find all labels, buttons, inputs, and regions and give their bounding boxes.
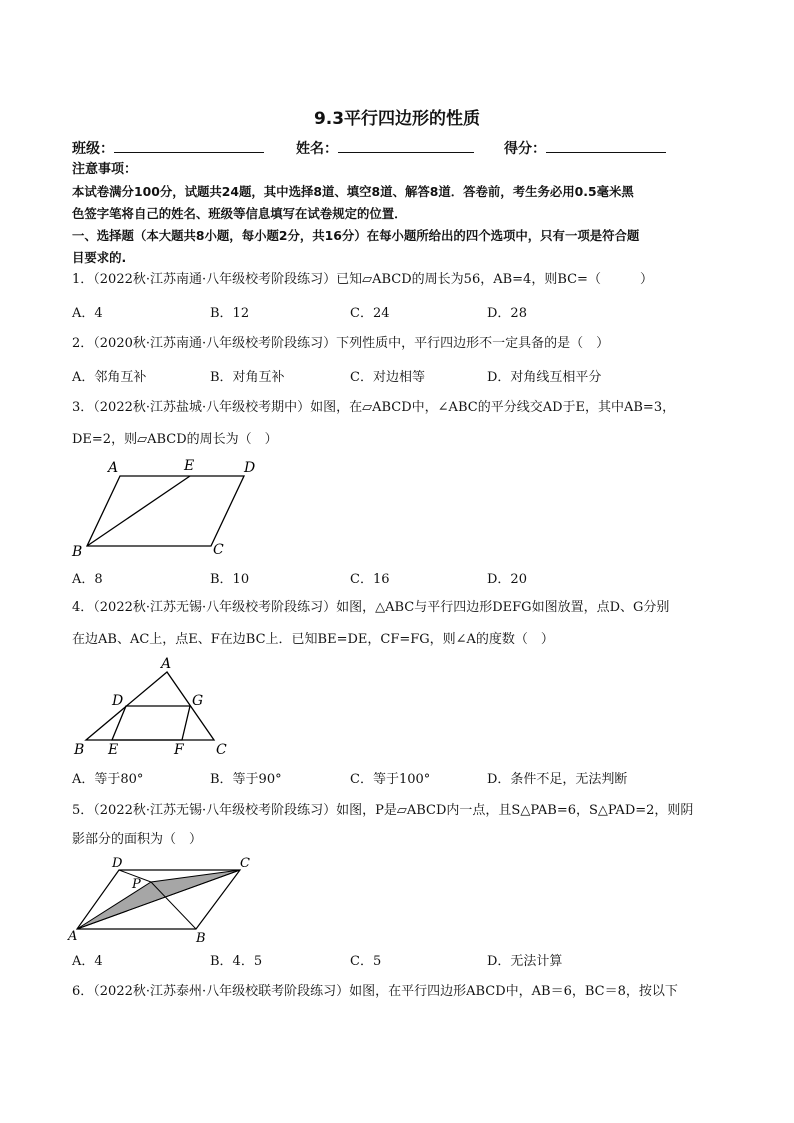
label-a: A [108,460,119,476]
name-label: 姓名： [296,141,338,157]
question-2-option-d[interactable]: D．对角线互相平分 [487,370,602,385]
question-4-option-a[interactable]: A．等于80° [72,772,144,787]
question-3-text-line-1: 3．（2022秋·江苏盐城·八年级校考期中）如图，在▱ABCD中，∠ABC的平分线交AD于E，其中AB=3， [72,400,676,415]
question-3-text-line-2: DE=2，则▱ABCD的周长为（ ） [72,432,278,447]
question-2-text: 2．（2020秋·江苏南通·八年级校考阶段练习）下列性质中，平行四边形不一定具备的是（ ） [72,336,610,351]
label-b: B [72,544,83,560]
bisector-be [87,476,190,546]
question-3-option-c[interactable]: C．16 [350,572,390,587]
notice-text-line-1: 本试卷满分100分，试题共24题，其中选择8道、填空8道、解答8道．答卷前，考生务必用0.5毫米黑 [72,184,634,199]
diagonal-ac [77,870,240,929]
question-5-text-line-1: 5．（2022秋·江苏无锡·八年级校考阶段练习）如图，P是▱ABCD内一点，且S△PAB=6，S△PAD=2，则阴 [72,803,694,818]
question-1-text: 1．（2022秋·江苏南通·八年级校考阶段练习）已知▱ABCD的周长为56，AB=4，则BC=（ ） [72,272,653,287]
question-2-option-a[interactable]: A．邻角互补 [72,370,147,385]
label-e: E [108,742,119,758]
parallelogram-defg [112,706,190,740]
class-label: 班级： [72,141,114,157]
question-4-text-line-2: 在边AB、AC上，点E、F在边BC上．已知BE=DE，CF=FG，则∠A的度数（ ） [72,632,554,647]
question-1-option-a[interactable]: A．4 [72,306,103,321]
name-blank[interactable] [338,138,474,153]
parallelogram-abcd [87,476,244,546]
question-5-option-b[interactable]: B．4．5 [210,954,263,969]
label-d: D [244,460,256,476]
question-1-option-b[interactable]: B．12 [210,306,250,321]
student-info-row [72,138,732,160]
label-d: D [112,693,124,709]
question-5-option-d[interactable]: D．无法计算 [487,954,563,969]
question-5-option-a[interactable]: A．4 [72,954,103,969]
question-5-text-line-2: 影部分的面积为（ ） [72,832,203,847]
question-1-option-d[interactable]: D．28 [487,306,527,321]
question-4-triangle-figure [66,654,246,760]
label-a: A [161,656,172,672]
class-field [72,138,264,158]
question-5-option-c[interactable]: C．5 [350,954,382,969]
question-4-option-c[interactable]: C．等于100° [350,772,431,787]
notice-heading: 注意事项： [72,162,138,177]
class-blank[interactable] [114,138,264,153]
question-6-text-line-1: 6．（2022秋·江苏泰州·八年级校联考阶段练习）如图，在平行四边形ABCD中，AB＝6，BC＝8，按以下 [72,984,678,999]
label-c: C [216,742,227,758]
question-3-parallelogram-figure [66,456,276,560]
label-b: B [196,931,206,944]
label-b: B [74,742,85,758]
score-field [504,138,666,158]
question-3-option-b[interactable]: B．10 [210,572,250,587]
question-1-option-c[interactable]: C．24 [350,306,390,321]
question-5-shaded-parallelogram-figure [66,854,256,944]
label-c: C [240,856,250,871]
label-a: A [68,929,78,944]
section-heading-line-1: 一、选择题（本大题共8小题，每小题2分，共16分）在每小题所给出的四个选项中，只有一项是符合题 [72,228,640,243]
label-e: E [184,458,195,474]
question-2-option-b[interactable]: B．对角互补 [210,370,285,385]
name-field [296,138,474,158]
notice-text-line-2: 色签字笔将自己的姓名、班级等信息填写在试卷规定的位置． [72,206,407,221]
label-p: P [132,877,141,892]
question-4-option-d[interactable]: D．条件不足，无法判断 [487,772,628,787]
question-3-option-d[interactable]: D．20 [487,572,527,587]
label-c: C [213,542,224,558]
section-heading-line-2: 目要求的. [72,250,127,265]
page-title: 9.3平行四边形的性质 [313,109,481,129]
question-2-option-c[interactable]: C．对边相等 [350,370,425,385]
question-4-text-line-1: 4．（2022秋·江苏无锡·八年级校考阶段练习）如图，△ABC与平行四边形DEFG如图放置，点D、G分别 [72,600,670,615]
label-d: D [112,856,123,871]
score-label: 得分： [504,141,546,157]
score-blank[interactable] [546,138,666,153]
question-3-option-a[interactable]: A．8 [72,572,103,587]
label-g: G [192,693,204,709]
label-f: F [174,742,184,758]
question-4-option-b[interactable]: B．等于90° [210,772,282,787]
